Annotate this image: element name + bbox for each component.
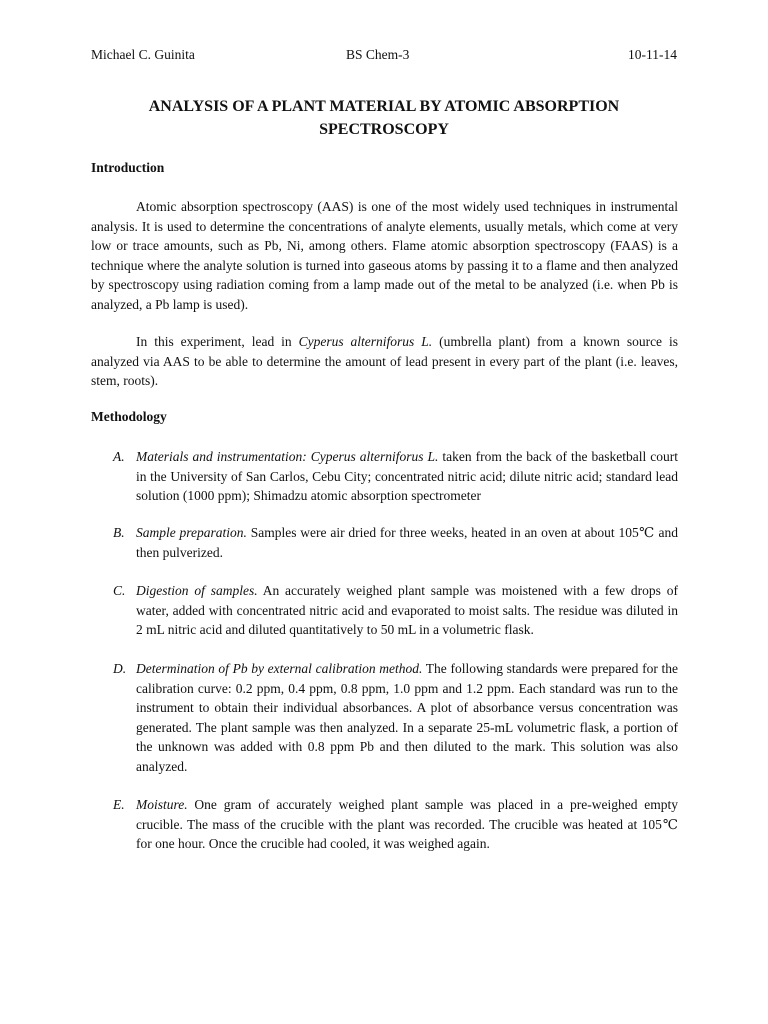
introduction-p2-after: (umbrella plant) from a known source is analyzed via AAS to be able to determine the amount of lead present in every part of the plant (i.e. leaves, stem, roots). — [91, 334, 679, 388]
item-text: Samples were air dried for three weeks, heated in an oven at about 105℃ and then pulverized. — [136, 525, 679, 560]
item-text: taken from the back of the basketball court in the University of San Carlos, Cebu City; concentrated nitric acid; dilute nitric acid; standard lead solution (1000 ppm); Shimadzu atomic absorption spectrometer — [136, 449, 678, 503]
document-title — [91, 95, 677, 141]
introduction-p2-before: In this experiment, lead in — [136, 334, 299, 349]
document-header — [91, 46, 677, 64]
methodology-item-e — [113, 795, 678, 854]
methodology-item-b — [113, 523, 678, 562]
item-letter: B. — [113, 525, 125, 540]
methodology-heading: Methodology — [91, 409, 167, 424]
item-lead: Sample preparation. — [136, 525, 247, 540]
item-lead: Moisture. — [136, 797, 188, 812]
item-letter: E. — [113, 797, 125, 812]
title-line-2: SPECTROSCOPY — [319, 121, 449, 138]
item-text: An accurately weighed plant sample was moistened with a few drops of water, added with concentrated nitric acid and evaporated to moist salts. The residue was diluted in 2 mL nitric acid and diluted quantitatively to 50 mL in a volumetric flask. — [136, 583, 679, 637]
methodology-item-a — [113, 447, 678, 506]
document-date: 10-11-14 — [628, 47, 677, 62]
introduction-paragraph-2 — [91, 332, 678, 391]
item-letter: A. — [113, 449, 125, 464]
species-name: Cyperus alterniforus L. — [298, 334, 433, 349]
methodology-item-c — [113, 581, 678, 640]
introduction-heading: Introduction — [91, 160, 165, 175]
introduction-paragraph-1 — [91, 197, 678, 314]
author-name: Michael C. Guinita — [91, 47, 195, 62]
item-letter: C. — [113, 583, 126, 598]
introduction-p1-text: Atomic absorption spectroscopy (AAS) is one of the most widely used techniques in instrumental analysis. It is used to determine the concentrations of analyte elements, usually metals, which come at very low or trace amounts, such as Pb, Ni, among others. Flame atomic absorption spectroscopy (FAAS) is a technique where the analyte solution is turned into gaseous atoms by passing it to a flame and then analyzed by spectroscopy using radiation coming from a lamp made out of the metal to be analyzed (i.e. when Pb is analyzed, a Pb lamp is used). — [91, 199, 678, 312]
item-lead: Materials and instrumentation: Cyperus alterniforus L. — [136, 449, 439, 464]
item-lead: Determination of Pb by external calibration method. — [136, 661, 423, 676]
item-letter: D. — [113, 661, 127, 676]
item-text: The following standards were prepared for the calibration curve: 0.2 ppm, 0.4 ppm, 0.8 ppm, 1.0 ppm and 1.2 ppm. Each standard was run to the instrument to obtain their individual absorbances. A plot of absorbance versus concentration was generated. The plant sample was then analyzed. In a separate 25-mL volumetric flask, a portion of the unknown was added with 0.8 ppm Pb and then diluted to the mark. This solution was also analyzed. — [136, 661, 678, 774]
item-lead: Digestion of samples. — [136, 583, 258, 598]
methodology-item-d — [113, 659, 678, 776]
item-text: One gram of accurately weighed plant sample was placed in a pre-weighed empty crucible. The mass of the crucible with the plant was recorded. The crucible was heated at 105℃ for one hour. Once the crucible had cooled, it was weighed again. — [136, 797, 678, 851]
title-line-1: ANALYSIS OF A PLANT MATERIAL BY ATOMIC ABSORPTION — [148, 98, 620, 115]
course-label: BS Chem-3 — [346, 47, 410, 62]
